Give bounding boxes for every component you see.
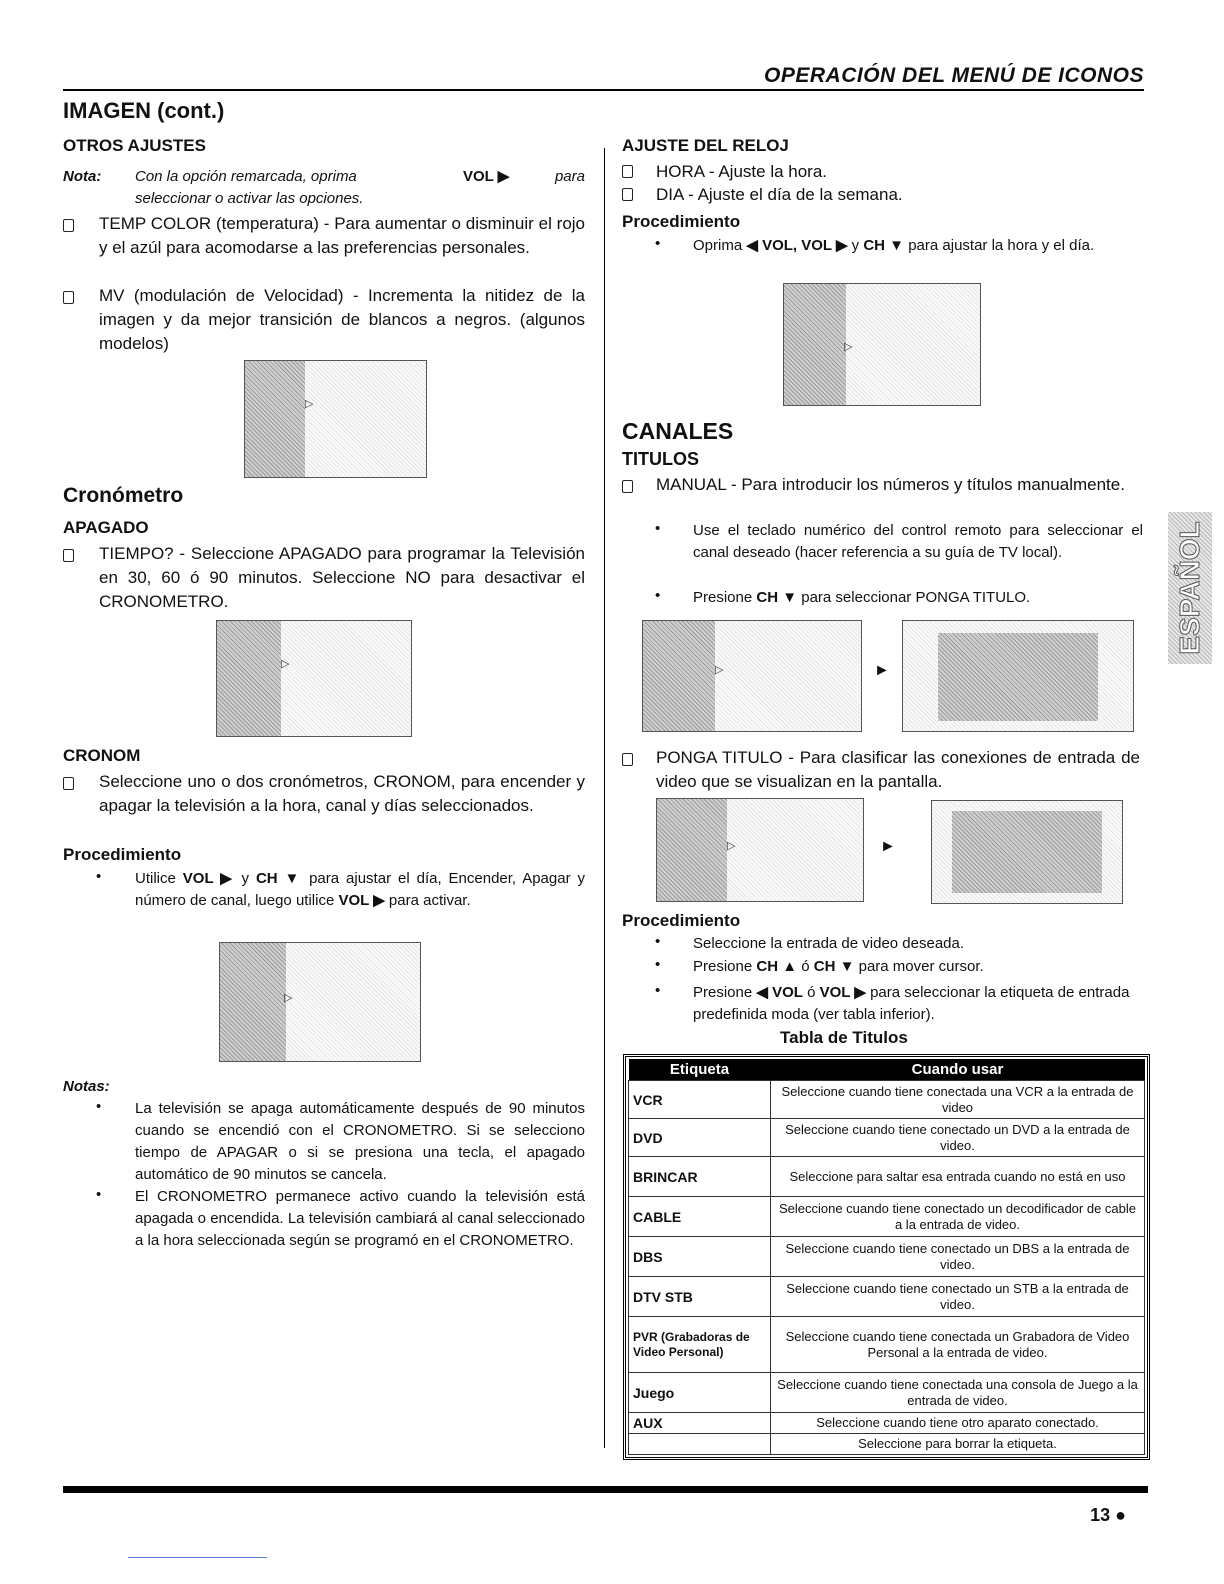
list-item: • Utilice VOL ▶ y CH ▼ para ajustar el día, Encender, Apagar y número de canal, luego utilice VOL ▶ para activar. [96, 868, 585, 909]
checkbox-bullet-icon [622, 480, 633, 493]
table-row: CABLE Seleccione cuando tiene conectado un decodificador de cable a la entrada de video. [629, 1197, 1145, 1237]
list-item: TEMP COLOR (temperatura) - Para aumentar o disminuir el rojo y el azúl para acomodarse a las preferencias personales. [63, 212, 585, 260]
checkbox-bullet-icon [63, 549, 74, 562]
titulos-table [623, 1054, 1150, 1460]
header-rule [63, 89, 1144, 91]
table-row: VCR Seleccione cuando tiene conectada una VCR a la entrada de video [629, 1081, 1145, 1119]
list-item: PONGA TITULO - Para clasificar las conexiones de entrada de video que se visualizan en la pantalla. [622, 746, 1140, 794]
table-row: Seleccione para borrar la etiqueta. [629, 1434, 1145, 1455]
language-side-tab: ESPAÑOL [1168, 512, 1212, 664]
table-row: DVD Seleccione cuando tiene conectado un DVD a la entrada de video. [629, 1119, 1145, 1157]
list-item: • Presione ◀ VOL ó VOL ▶ para seleccionar la etiqueta de entrada predefinida moda (ver tabla inferior). [655, 982, 1130, 1023]
procedimiento-title: Procedimiento [63, 845, 182, 864]
ajuste-reloj-title: AJUSTE DEL RELOJ [622, 136, 789, 155]
cronom-title: CRONOM [63, 746, 141, 765]
tabla-title: Tabla de Titulos [780, 1028, 908, 1047]
arrow-right-icon: ► [880, 838, 896, 855]
table-row: PVR (Grabadoras de Video Personal) Seleccione cuando tiene conectada un Grabadora de Video Personal a la entrada de video. [629, 1317, 1145, 1373]
table-row: DTV STB Seleccione cuando tiene conectado un STB a la entrada de video. [629, 1277, 1145, 1317]
table-row: Juego Seleccione cuando tiene conectada una consola de Juego a la entrada de video. [629, 1373, 1145, 1413]
menu-screenshot-cronom [219, 942, 421, 1062]
footer-link-line [128, 1557, 267, 1558]
page-number: 13 ● [1090, 1505, 1126, 1525]
column-divider [604, 148, 605, 1448]
cursor-arrow-icon: ▷ [715, 664, 724, 676]
arrow-right-icon: ► [874, 662, 890, 679]
list-item: Seleccione uno o dos cronómetros, CRONOM, para encender y apagar la televisión a la hora, canal y días seleccionados. [63, 770, 585, 818]
table-header: Etiqueta [629, 1059, 771, 1081]
table-header: Cuando usar [771, 1059, 1145, 1081]
checkbox-bullet-icon [63, 291, 74, 304]
checkbox-bullet-icon [622, 753, 633, 766]
list-item: • Use el teclado numérico del control remoto para seleccionar el canal deseado (hacer referencia a su guía de TV local). [655, 520, 1143, 561]
menu-screenshot-apagado [216, 620, 412, 737]
menu-screenshot-canales [642, 620, 862, 732]
cronometro-title: Cronómetro [63, 484, 184, 507]
list-item: • La televisión se apaga automáticamente después de 90 minutos cuando se encendió con el CRONOMETRO. Si se selecciono tiempo de APAGAR o si se presiona una tecla, el apagado automático de 90 minutos se cancela. [96, 1098, 585, 1183]
cursor-arrow-icon: ▷ [727, 840, 736, 852]
menu-screenshot-ponga-titulo [931, 800, 1123, 904]
canales-title: CANALES [622, 418, 734, 444]
menu-screenshot-ponga [656, 798, 864, 902]
bottom-rule [63, 1486, 1148, 1493]
list-item: • Seleccione la entrada de video deseada. [655, 933, 965, 952]
table-row: AUX Seleccione cuando tiene otro aparato conectado. [629, 1413, 1145, 1434]
list-item: • El CRONOMETRO permanece activo cuando la televisión está apagada o encendida. La televisión cambiará al canal seleccionado a la hora seleccionada según se programó en el CRONOMETRO. [96, 1186, 585, 1249]
table-row: BRINCAR Seleccione para saltar esa entrada cuando no está en uso [629, 1157, 1145, 1197]
table-row: DBS Seleccione cuando tiene conectado un DBS a la entrada de video. [629, 1237, 1145, 1277]
nota-label: Nota: [63, 168, 102, 185]
checkbox-bullet-icon [63, 219, 74, 232]
menu-screenshot-reloj [783, 283, 981, 406]
checkbox-bullet-icon [622, 188, 633, 201]
list-item: TIEMPO? - Seleccione APAGADO para programar la Televisión en 30, 60 ó 90 minutos. Seleccione NO para desactivar el CRONOMETRO. [63, 542, 585, 614]
cursor-arrow-icon: ▷ [305, 398, 314, 410]
list-item: • Presione CH ▲ ó CH ▼ para mover cursor. [655, 956, 984, 975]
cursor-arrow-icon: ▷ [281, 658, 290, 670]
list-item: HORA - Ajuste la hora. [622, 160, 1140, 184]
menu-screenshot-imagen [244, 360, 427, 478]
checkbox-bullet-icon [63, 777, 74, 790]
section-header: OPERACIÓN DEL MENÚ DE ICONOS [764, 64, 1144, 87]
list-item: DIA - Ajuste el día de la semana. [622, 183, 1140, 207]
list-item: MANUAL - Para introducir los números y títulos manualmente. [622, 473, 1140, 497]
notas-title: Notas: [63, 1078, 110, 1095]
apagado-title: APAGADO [63, 518, 149, 537]
titulos-title: TITULOS [622, 449, 699, 469]
imagen-title: IMAGEN (cont.) [63, 98, 225, 123]
cursor-arrow-icon: ▷ [284, 992, 293, 1004]
checkbox-bullet-icon [622, 165, 633, 178]
list-item: • Oprima ◀ VOL, VOL ▶ y CH ▼ para ajustar la hora y el día. [655, 235, 1095, 254]
procedimiento-title: Procedimiento [622, 212, 741, 231]
nota-block: Nota: Con la opción remarcada, oprima VOL ▶ para seleccionar o activar las opciones. [63, 168, 585, 207]
otros-ajustes-title: OTROS AJUSTES [63, 136, 206, 155]
list-item: MV (modulación de Velocidad) - Incrementa la nitidez de la imagen y da mejor transición de blancos a negros. (algunos modelos) [63, 284, 585, 356]
cursor-arrow-icon: ▷ [844, 341, 853, 353]
menu-screenshot-manual [902, 620, 1134, 732]
procedimiento-title: Procedimiento [622, 911, 741, 930]
list-item: • Presione CH ▼ para seleccionar PONGA TITULO. [655, 587, 1031, 606]
